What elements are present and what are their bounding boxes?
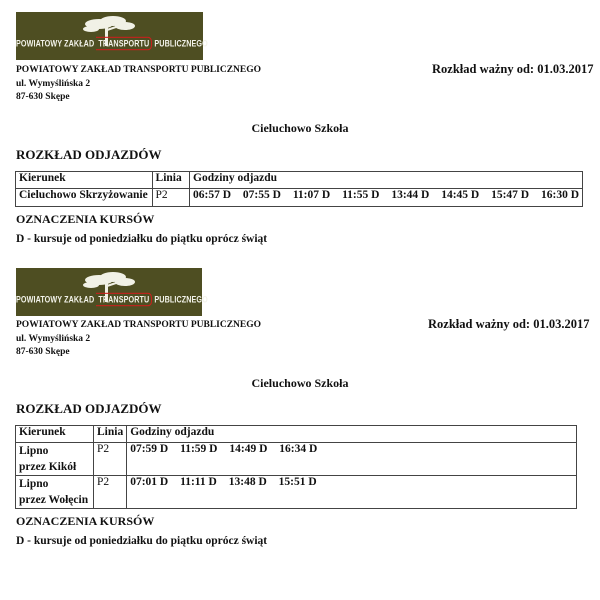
times-cell — [127, 443, 577, 476]
header-line: Linia — [94, 426, 127, 443]
departure-time: 16:34 D — [279, 443, 318, 455]
departure-time: 11:07 D — [292, 189, 331, 201]
direction-name: Lipno — [19, 478, 49, 490]
times-cell — [190, 189, 583, 207]
header-line: Linia — [152, 172, 190, 189]
valid-from: Rozkład ważny od: 01.03.2017 — [432, 62, 594, 76]
direction-via: przez Wołęcin — [19, 494, 89, 506]
direction-cell — [16, 443, 94, 476]
legend-heading: OZNACZENIA KURSÓW — [16, 514, 155, 528]
timetable-heading: ROZKŁAD ODJAZDÓW — [16, 147, 162, 162]
valid-from: Rozkład ważny od: 01.03.2017 — [428, 317, 590, 331]
logo-text — [16, 293, 208, 306]
timetable — [15, 425, 577, 509]
org-street: ul. Wymyślińska 2 — [16, 78, 91, 89]
org-city: 87-630 Skępe — [16, 347, 70, 357]
departure-time: 16:30 D — [540, 189, 579, 201]
company-logo — [16, 268, 208, 316]
legend-heading: OZNACZENIA KURSÓW — [16, 212, 155, 226]
line-cell: P2 — [94, 443, 127, 476]
logo-text-pre: POWIATOWY ZAKŁAD — [16, 37, 97, 50]
direction-cell — [16, 476, 94, 509]
organization-info — [16, 319, 261, 360]
departure-time: 06:57 D — [193, 189, 232, 201]
timetable-heading: ROZKŁAD ODJAZDÓW — [16, 401, 162, 416]
logo-text-pre: POWIATOWY ZAKŁAD — [16, 293, 97, 306]
departure-time: 14:49 D — [229, 443, 268, 455]
table-header-row — [16, 426, 577, 443]
timetable — [15, 171, 583, 207]
header-times: Godziny odjazdu — [127, 426, 577, 443]
org-city: 87-630 Skępe — [16, 92, 70, 102]
departure-time: 07:59 D — [130, 443, 169, 455]
organization-info — [16, 64, 261, 105]
logo-text-post: PUBLICZNEGO — [152, 37, 208, 50]
company-logo — [16, 12, 208, 60]
direction-via: przez Kikół — [19, 461, 77, 473]
org-name: POWIATOWY ZAKŁAD TRANSPORTU PUBLICZNEGO — [16, 320, 262, 330]
line-cell: P2 — [152, 189, 190, 207]
header-direction: Kierunek — [16, 172, 153, 189]
logo-text-post: PUBLICZNEGO — [152, 293, 208, 306]
org-name: POWIATOWY ZAKŁAD TRANSPORTU PUBLICZNEGO — [16, 65, 262, 75]
header-times: Godziny odjazdu — [190, 172, 583, 189]
table-row — [16, 443, 577, 476]
direction-cell: Cieluchowo Skrzyżowanie — [16, 189, 153, 207]
direction-name: Lipno — [19, 445, 49, 457]
stop-name: Cieluchowo Szkoła — [251, 376, 349, 390]
legend-text: D - kursuje od poniedziałku do piątku oprócz świąt — [16, 233, 268, 245]
table-header-row — [16, 172, 583, 189]
logo-text — [16, 37, 208, 50]
departure-time: 13:44 D — [391, 189, 430, 201]
line-cell: P2 — [94, 476, 127, 509]
legend-text: D - kursuje od poniedziałku do piątku oprócz świąt — [16, 535, 268, 547]
logo-text-mid: TRANSPORTU — [96, 293, 152, 307]
departure-time: 07:01 D — [130, 476, 169, 488]
departure-time: 13:48 D — [228, 476, 267, 488]
departure-time: 11:11 D — [180, 476, 217, 488]
departure-time: 11:59 D — [180, 443, 218, 455]
org-street: ul. Wymyślińska 2 — [16, 333, 91, 344]
departure-time: 14:45 D — [441, 189, 480, 201]
departure-time: 15:51 D — [278, 476, 317, 488]
header-direction: Kierunek — [16, 426, 94, 443]
stop-name: Cieluchowo Szkoła — [251, 121, 349, 135]
departure-time: 07:55 D — [242, 189, 281, 201]
departure-time: 11:55 D — [342, 189, 380, 201]
departure-time: 15:47 D — [491, 189, 530, 201]
table-row — [16, 476, 577, 509]
times-cell — [127, 476, 577, 509]
logo-text-mid: TRANSPORTU — [96, 37, 152, 51]
table-row — [16, 189, 583, 207]
